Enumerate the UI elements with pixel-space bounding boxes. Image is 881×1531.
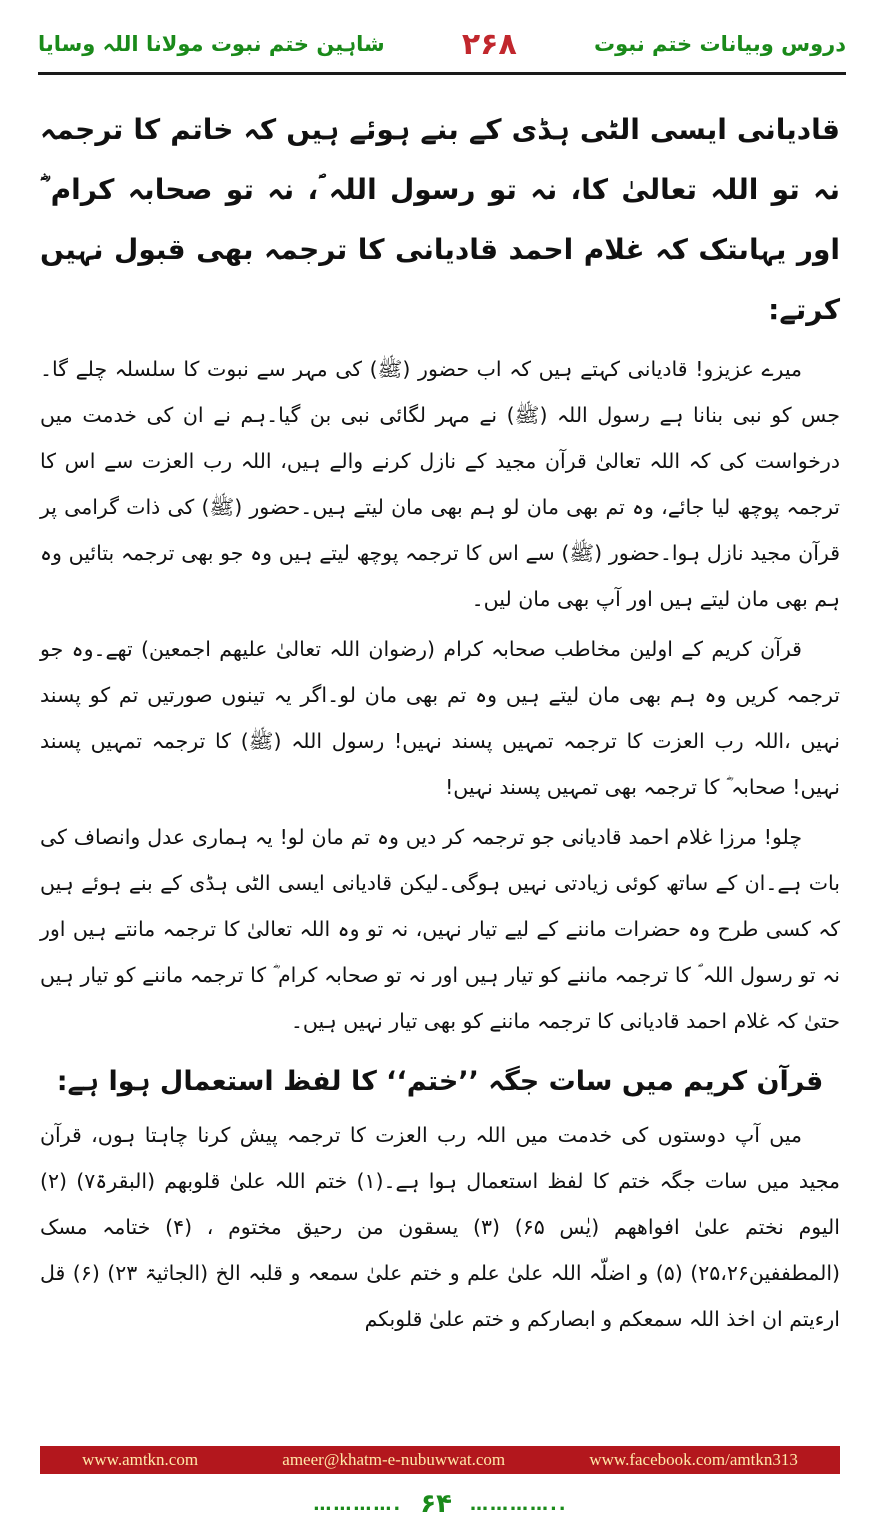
footer-website-link[interactable]: www.amtkn.com	[82, 1450, 199, 1469]
series-title: شاہین ختم نبوت مولانا اللہ وسایا	[38, 32, 385, 56]
paragraph-2: قرآن کریم کے اولین مخاطب صحابہ کرام (رضوان اللہ تعالیٰ علیھم اجمعین) تھے۔وہ جو ترجمہ کریں وہ ہم بھی مان لیتے ہیں وہ تم بھی مان لو۔اگر یہ تینوں صورتیں تم کو پسند نہیں ،اللہ رب العزت کا ترجمہ تمہیں پسند نہیں! رسول اللہ (ﷺ) کا ترجمہ تمہیں پسند نہیں! صحابہ ؓ کا ترجمہ بھی تمہیں پسند نہیں!	[40, 637, 840, 799]
header-divider	[38, 72, 846, 75]
bottom-page-marker	[0, 1486, 881, 1522]
paragraph-3: چلو! مرزا غلام احمد قادیانی جو ترجمہ کر دیں وہ تم مان لو! یہ ہماری عدل وانصاف کی بات ہے۔ان کے ساتھ کوئی زیادتی نہیں ہوگی۔لیکن قادیانی ایسی الٹی ہڈی کے بنے ہوئے ہیں کہ کسی طرح وہ حضرات ماننے کے لیے تیار نہیں، نہ تو وہ اللہ تعالیٰ کا ترجمہ مانتے ہیں اور نہ تو رسول اللہ ؐ کا ترجمہ ماننے کو تیار ہیں اور نہ تو صحابہ کرام ؓ کا ترجمہ ماننے کو تیار ہیں حتیٰ کہ غلام احمد قادیانی کا ترجمہ ماننے کو بھی تیار نہیں ہیں۔	[40, 825, 840, 1033]
footer-facebook-link[interactable]: www.facebook.com/amtkn313	[589, 1450, 798, 1469]
page-body	[40, 100, 840, 1342]
intro-heading: قادیانی ایسی الٹی ہڈی کے بنے ہوئے ہیں کہ خاتم کا ترجمہ نہ تو اللہ تعالیٰ کا، نہ تو رسول اللہ ؐ، نہ تو صحابہ کرام ؓ اور یہاںتک کہ غلام احمد قادیانی کا ترجمہ بھی قبول نہیں کرتے:	[40, 113, 840, 326]
paragraph-1: میرے عزیزو! قادیانی کہتے ہیں کہ اب حضور (ﷺ) کی مہر سے نبوت کا سلسلہ چلے گا۔جس کو نبی بنانا ہے رسول اللہ (ﷺ) نے مہر لگائی نبی بن گیا۔ہم نے ان کی خدمت میں درخواست کی کہ اللہ تعالیٰ قرآن مجید کے نازل کرنے والے ہیں، اللہ رب العزت سے اس کا ترجمہ پوچھ لیا جائے، وہ تم بھی مان لو ہم بھی مان لیتے ہیں۔حضور (ﷺ) کی ذات گرامی پر قرآن مجید نازل ہوا۔حضور (ﷺ) سے اس کا ترجمہ پوچھ لیتے ہیں وہ جو بھی ترجمہ بتائیں وہ ہم بھی مان لیتے ہیں اور آپ بھی مان لیں۔	[40, 357, 840, 611]
page-header	[38, 20, 846, 68]
footer-email-link[interactable]: ameer@khatm-e-nubuwwat.com	[282, 1450, 506, 1469]
dots-right: …………..	[469, 1493, 568, 1515]
page-number: ۲۶۸	[461, 26, 517, 62]
section-subheading: قرآن کریم میں سات جگہ ’’ختم‘‘ کا لفظ استعمال ہوا ہے:	[56, 1066, 824, 1097]
footer-bar	[40, 1446, 840, 1474]
bottom-page-number: ۶۴	[420, 1489, 452, 1519]
paragraph-4: میں آپ دوستوں کی خدمت میں اللہ رب العزت کا ترجمہ پیش کرنا چاہتا ہوں، قرآن مجید میں سات جگہ ختم کا لفظ استعمال ہوا ہے۔(۱) ختم اللہ علیٰ قلوبھم (البقرۃ۷) (۲) الیوم نختم علیٰ افواھھم (یٰس ۶۵) (۳) یسقون من رحیق مختوم ، (۴) ختامہ مسک (المطففین۲۵،۲۶) (۵) و اضلّہ اللہ علیٰ علم و ختم علیٰ سمعہ و قلبہ الخ (الجاثیۃ ۲۳) (۶) قل ارءیتم ان اخذ اللہ سمعکم و ابصارکم و ختم علیٰ قلوبکم	[40, 1123, 841, 1331]
book-title: دروس وبیانات ختم نبوت	[593, 32, 846, 56]
dots-left: ………….	[313, 1493, 403, 1515]
